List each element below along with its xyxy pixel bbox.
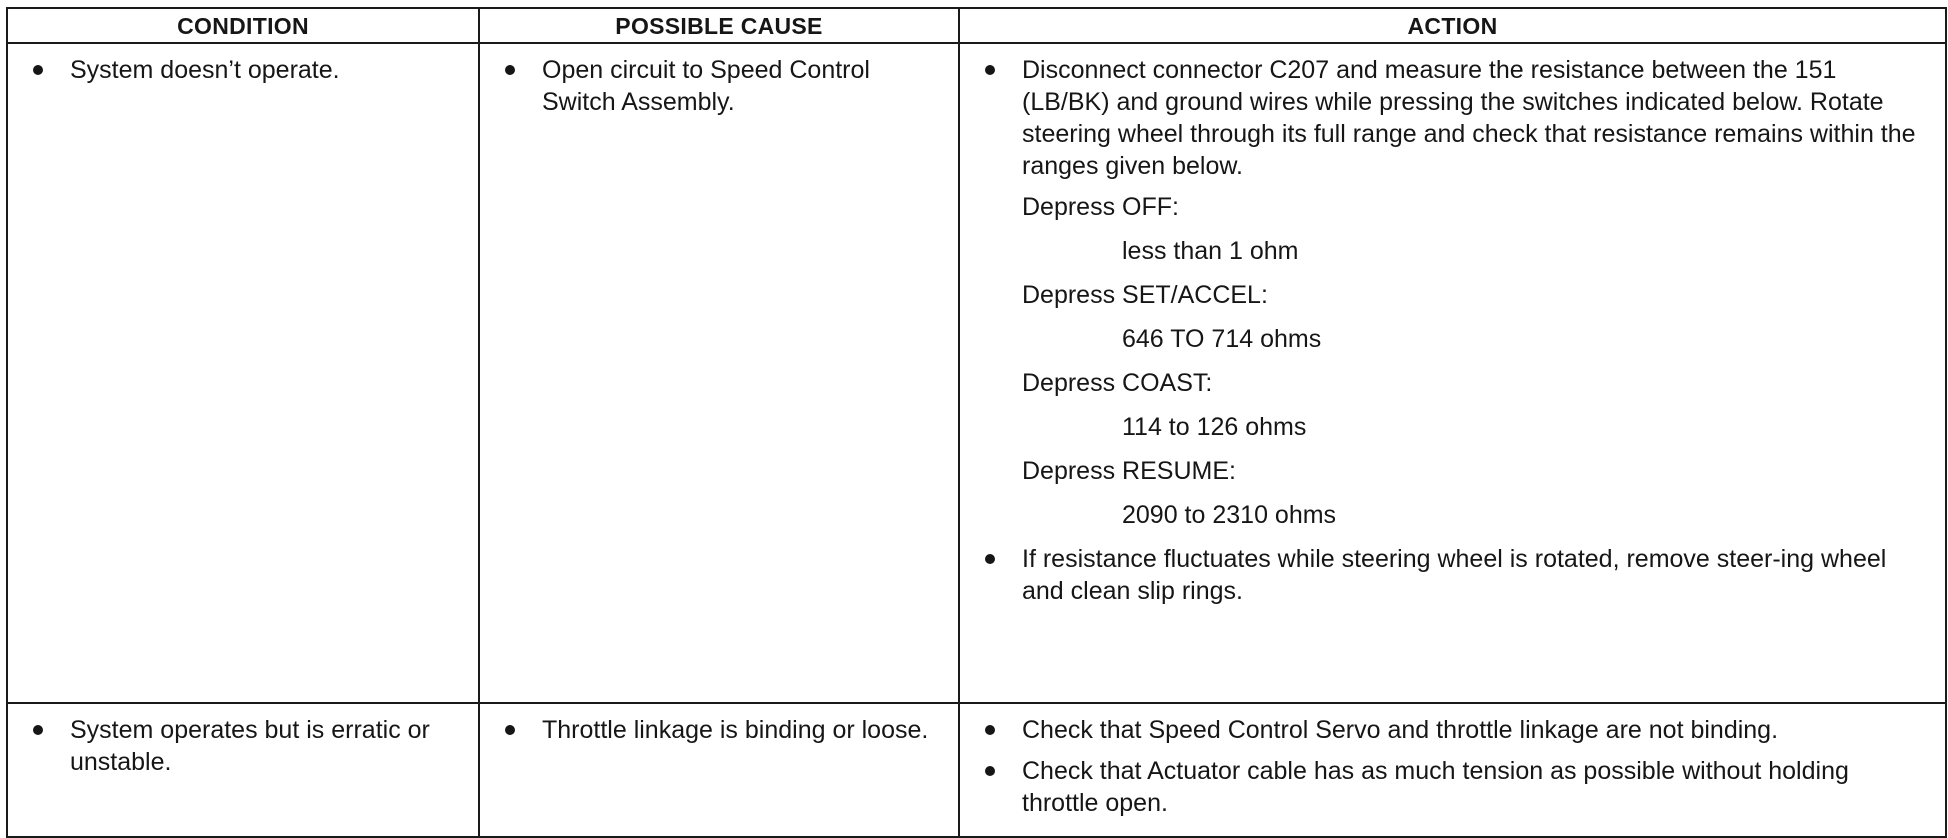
table-row <box>7 43 1946 703</box>
resistance-value: 2090 to 2310 ohms <box>1122 501 1337 529</box>
condition-text: System operates but is erratic or unstable. <box>70 716 430 776</box>
bullet-icon <box>985 725 995 735</box>
list-item <box>982 755 1927 819</box>
resistance-value: less than 1 ohm <box>1122 237 1299 265</box>
list-item <box>30 714 460 778</box>
condition-cell <box>7 703 479 837</box>
action-text: Check that Actuator cable has as much tension as possible without holding throttle open. <box>1022 757 1849 817</box>
action-text: Disconnect connector C207 and measure the resistance between the 151 (LB/BK) and ground wires while pressing the switches indicated below. Rotate steering wheel through its full range and check that resistance remains within the ranges given below. <box>1022 56 1916 180</box>
switch-label: Depress COAST: <box>1022 369 1213 397</box>
bullet-icon <box>985 65 995 75</box>
bullet-icon <box>505 65 515 75</box>
bullet-icon <box>985 766 995 776</box>
list-item <box>982 54 1927 182</box>
action-cell <box>959 43 1946 703</box>
cause-text: Throttle linkage is binding or loose. <box>542 716 929 744</box>
action-text: Check that Speed Control Servo and throttle linkage are not binding. <box>1022 716 1779 744</box>
list-item <box>30 54 460 86</box>
resistance-value: 646 TO 714 ohms <box>1122 325 1322 353</box>
resistance-value: 114 to 126 ohms <box>1122 413 1307 441</box>
header-condition: CONDITION <box>7 8 479 43</box>
cause-text: Open circuit to Speed Control Switch Assembly. <box>542 56 870 116</box>
bullet-icon <box>505 725 515 735</box>
list-item <box>502 714 940 746</box>
switch-label: Depress SET/ACCEL: <box>1022 281 1268 309</box>
header-row <box>7 8 1946 43</box>
table-row <box>7 703 1946 837</box>
header-possible-cause: POSSIBLE CAUSE <box>479 8 959 43</box>
header-action: ACTION <box>959 8 1946 43</box>
cause-cell <box>479 43 959 703</box>
bullet-icon <box>33 725 43 735</box>
bullet-icon <box>33 65 43 75</box>
condition-cell <box>7 43 479 703</box>
condition-text: System doesn’t operate. <box>70 56 340 84</box>
switch-label: Depress OFF: <box>1022 193 1179 221</box>
list-item <box>502 54 940 118</box>
list-item <box>982 543 1927 607</box>
cause-cell <box>479 703 959 837</box>
action-cell <box>959 703 1946 837</box>
diagnosis-table <box>6 7 1947 838</box>
bullet-icon <box>985 554 995 564</box>
switch-label: Depress RESUME: <box>1022 457 1236 485</box>
list-item <box>982 714 1927 746</box>
action-text: If resistance fluctuates while steering wheel is rotated, remove steer-ing wheel and clean slip rings. <box>1022 545 1887 605</box>
